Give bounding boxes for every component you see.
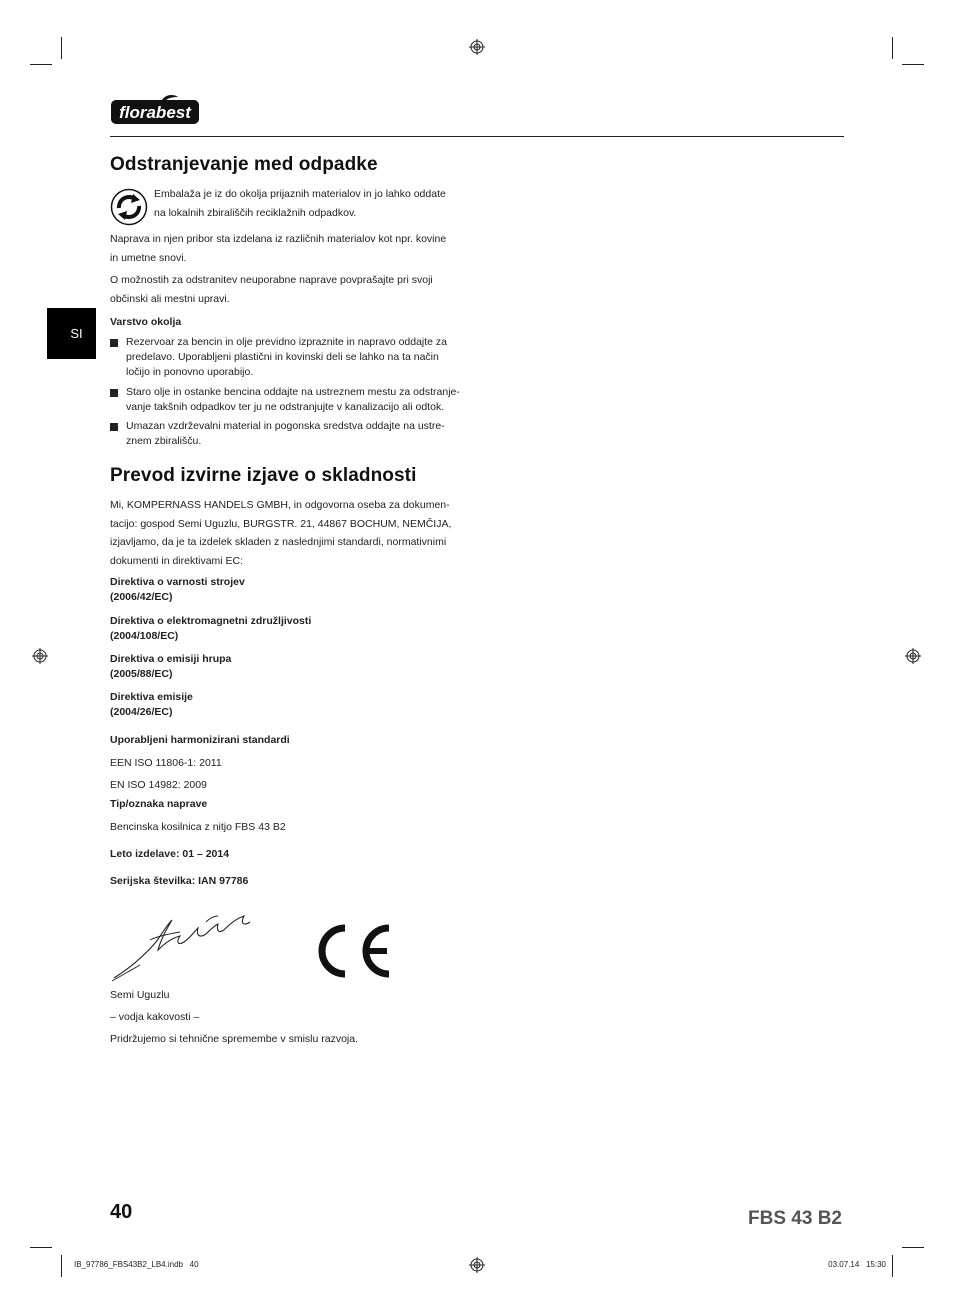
recycle-text <box>154 185 474 222</box>
section-heading-disposal: Odstranjevanje med odpadke <box>110 154 378 175</box>
crop-mark <box>61 1255 62 1277</box>
signer-name: Semi Uguzlu <box>110 989 170 1001</box>
subheading-environment: Varstvo okolja <box>110 316 182 328</box>
technical-note: Pridržujemo si tehnične spremembe v smislu razvoja. <box>110 1033 359 1045</box>
model-name: FBS 43 B2 <box>748 1208 842 1229</box>
directive-item <box>110 614 470 644</box>
bullet-line: znem zbirališču. <box>126 435 202 447</box>
signature <box>110 908 255 983</box>
bullet-line: Staro olje in ostanke bencina oddajte na ustreznem mestu za odstranje- <box>126 386 460 398</box>
bullet-icon <box>110 339 118 347</box>
standard-item: EN ISO 14982: 2009 <box>110 779 207 791</box>
intro-line: izjavljamo, da je ta izdelek skladen z naslednjimi standardi, normativnimi <box>110 536 447 548</box>
registration-mark-icon <box>32 648 48 664</box>
bullet-line: ločijo in ponovno uporabijo. <box>126 366 254 378</box>
header-rule <box>110 136 844 137</box>
registration-mark-icon <box>469 39 485 55</box>
paragraph-line: občinski ali mestni upravi. <box>110 292 230 305</box>
manufacture-year: Leto izdelave: 01 – 2014 <box>110 848 230 860</box>
signer-role: – vodja kakovosti – <box>110 1011 200 1023</box>
bullet-line: Rezervoar za bencin in olje previdno izpraznite in napravo oddajte za <box>126 336 448 348</box>
page-number: 40 <box>110 1201 133 1223</box>
directive-item <box>110 575 470 605</box>
standards-heading: Uporabljeni harmonizirani standardi <box>110 734 290 746</box>
directive-code: (2004/26/EC) <box>110 706 173 718</box>
bullet-icon <box>110 423 118 431</box>
brand-logo <box>110 94 200 126</box>
crop-mark <box>61 37 62 59</box>
paragraph-line: Naprava in njen pribor sta izdelana iz različnih materialov kot npr. kovine <box>110 233 447 245</box>
bullet-line: vanje takšnih odpadkov ter ju ne odstranjujte v kanalizacijo ali odtok. <box>126 401 445 413</box>
paragraph-line: O možnostih za odstranitev neuporabne naprave povprašajte pri svoji <box>110 274 433 286</box>
directive-code: (2004/108/EC) <box>110 630 179 642</box>
bullet-item <box>126 419 468 449</box>
paragraph <box>110 230 470 267</box>
recycle-text-line: na lokalnih zbirališčih reciklažnih odpadkov. <box>154 206 357 219</box>
declaration-intro <box>110 496 470 570</box>
crop-mark <box>892 37 893 59</box>
bullet-icon <box>110 389 118 397</box>
directive-name: Direktiva o emisiji hrupa <box>110 653 232 665</box>
directive-name: Direktiva emisije <box>110 691 193 703</box>
crop-mark <box>30 64 52 65</box>
paragraph-line: in umetne snovi. <box>110 251 187 264</box>
standard-item: EEN ISO 11806-1: 2011 <box>110 757 222 769</box>
intro-line: tacijo: gospod Semi Uguzlu, BURGSTR. 21, 44867 BOCHUM, NEMČIJA, <box>110 517 452 530</box>
recycle-icon <box>110 188 148 226</box>
footer-file: IB_97786_FBS43B2_LB4.indb 40 <box>74 1260 199 1269</box>
type-value: Bencinska kosilnica z nitjo FBS 43 B2 <box>110 821 286 833</box>
ce-mark-icon <box>311 922 393 980</box>
section-heading-declaration: Prevod izvirne izjave o skladnosti <box>110 465 417 486</box>
bullet-line: Umazan vzdrževalni material in pogonska sredstva oddajte na ustre- <box>126 420 445 432</box>
directive-name: Direktiva o elektromagnetni združljivosti <box>110 615 312 627</box>
logo-text: florabest <box>119 103 191 122</box>
directive-item <box>110 652 470 682</box>
intro-line: Mi, KOMPERNASS HANDELS GMBH, in odgovorna oseba za dokumen- <box>110 499 450 511</box>
bullet-item <box>126 385 468 415</box>
bullet-line: predelavo. Uporabljeni plastični in kovinski deli se lahko na ta način <box>126 351 439 363</box>
crop-mark <box>902 1247 924 1248</box>
directive-item <box>110 690 470 720</box>
directive-code: (2005/88/EC) <box>110 668 173 680</box>
bullet-item <box>126 335 468 380</box>
footer-date: 03.07.14 15:30 <box>828 1260 886 1269</box>
crop-mark <box>892 1255 893 1277</box>
paragraph <box>110 271 470 308</box>
type-heading: Tip/oznaka naprave <box>110 798 208 810</box>
recycle-text-line: Embalaža je iz do okolja prijaznih materialov in jo lahko oddate <box>154 188 446 200</box>
directive-code: (2006/42/EC) <box>110 591 173 603</box>
serial-number: Serijska številka: IAN 97786 <box>110 875 249 887</box>
intro-line: dokumenti in direktivami EC: <box>110 554 244 567</box>
language-tab: SI <box>47 308 96 359</box>
registration-mark-icon <box>469 1257 485 1273</box>
crop-mark <box>902 64 924 65</box>
directive-name: Direktiva o varnosti strojev <box>110 576 245 588</box>
registration-mark-icon <box>905 648 921 664</box>
crop-mark <box>30 1247 52 1248</box>
